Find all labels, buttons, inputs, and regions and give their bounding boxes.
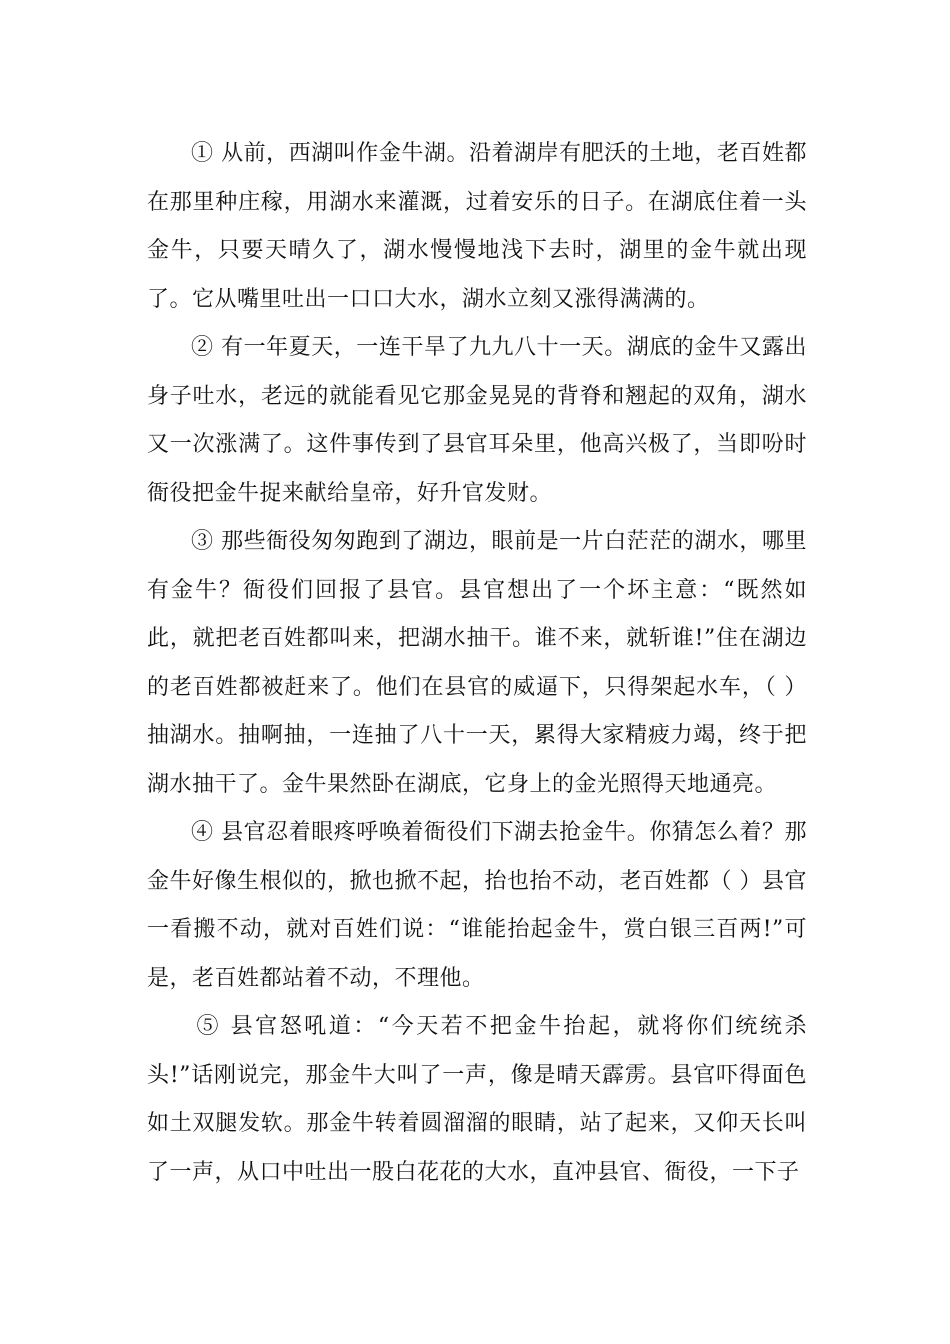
paragraph-4: ④ 县官忍着眼疼呼唤着衙役们下湖去抢金牛。你猜怎么着？那金牛好像生根似的，掀也掀不起，抬也抬不动，老百姓都（ ）县官一看搬不动，就对百姓们说：“谁能抬起金牛，赏白银三百两!”可是，老百姓都站着不动，不理他。 [147,820,807,991]
paragraph-5: ⑤ 县官怒吼道：“今天若不把金牛抬起，就将你们统统杀头!”话刚说完，那金牛大叫了一声，像是晴天霹雳。县官吓得面色如土双腿发软。那金牛转着圆溜溜的眼睛，站了起来，又仰天长叫了一声，从口中吐出一股白花花的大水，直冲县官、衙役，一下子 [147,1014,807,1185]
paragraph-2: ② 有一年夏天，一连干旱了九九八十一天。湖底的金牛又露出身子吐水，老远的就能看见它那金晃晃的背脊和翘起的双角，湖水又一次涨满了。这件事传到了县官耳朵里，他高兴极了，当即吩时衙役把金牛捉来献给皇帝，好升官发财。 [147,335,807,506]
paragraph-1: ① 从前，西湖叫作金牛湖。沿着湖岸有肥沃的土地，老百姓都在那里种庄稼，用湖水来灌溉，过着安乐的日子。在湖底住着一头金牛，只要天晴久了，湖水慢慢地浅下去时，湖里的金牛就出现了。它从嘴里吐出一口口大水，湖水立刻又涨得满满的。 [147,141,807,312]
document-page [147,130,807,1197]
paragraph-3: ③ 那些衙役匆匆跑到了湖边，眼前是一片白茫茫的湖水，哪里有金牛？衙役们回报了县官。县官想出了一个坏主意：“既然如此，就把老百姓都叫来，把湖水抽干。谁不来，就斩谁!”住在湖边的老百姓都被赶来了。他们在县官的威逼下，只得架起水车，（ ）抽湖水。抽啊抽，一连抽了八十一天，累得大家精疲力竭，终于把湖水抽干了。金牛果然卧在湖底，它身上的金光照得天地通亮。 [147,529,807,797]
